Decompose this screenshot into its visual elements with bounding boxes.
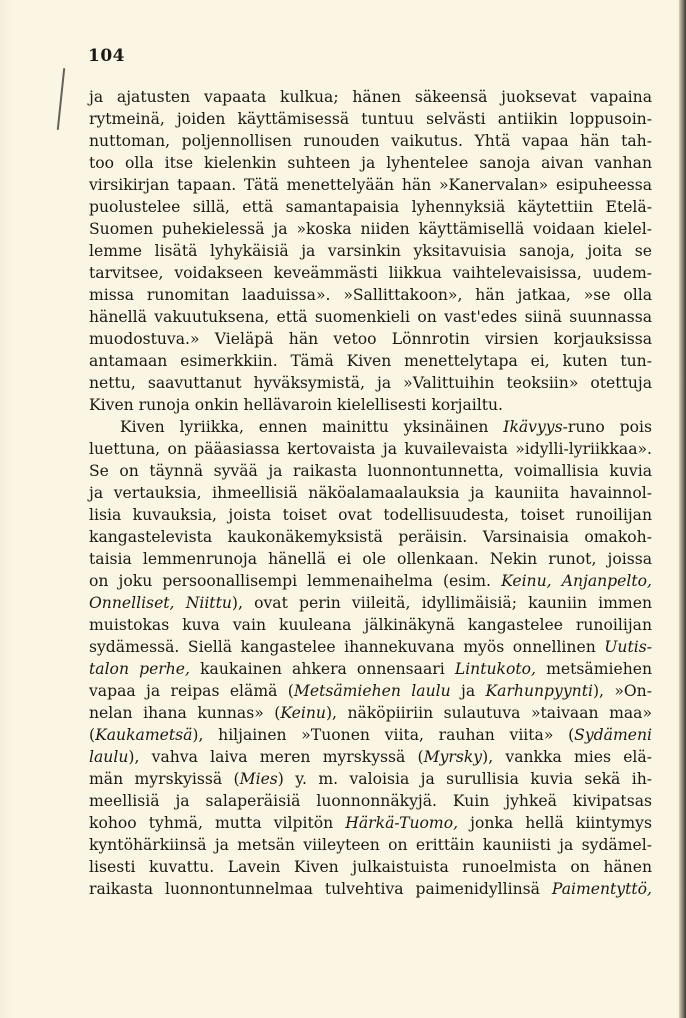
text-line (89, 130, 652, 152)
text-segment: antamaan esimerkkiin. Tämä Kiven menettelytapa ei, kuten tun- (89, 352, 652, 370)
text-line (89, 570, 652, 592)
text-segment: muistokas kuva vain kuuleana jälkinäkynä kangastelee runoilijan (89, 616, 652, 634)
text-line (89, 284, 652, 306)
text-line (89, 218, 652, 240)
italic-title: Kaukametsä (95, 726, 193, 744)
text-line (89, 240, 652, 262)
text-segment: metsämiehen (536, 660, 653, 678)
text-segment: lisia kuvauksia, joista toiset ovat todellisuudesta, toiset runoilijan (89, 506, 652, 524)
text-segment: sydämessä. Siellä kangastelee ihannekuvana myös onnellinen (89, 638, 605, 656)
text-line (89, 614, 652, 636)
text-line (89, 812, 652, 834)
text-line (89, 658, 652, 680)
text-segment: ), näköpiiriin sulautuva »taivaan maa» (325, 704, 652, 722)
text-segment: -runo pois (562, 418, 652, 436)
text-segment: meellisiä ja salaperäisiä luonnonnäkyjä. Kuin jyhkeä kivipatsas (89, 792, 652, 810)
italic-title: Ikävyys (503, 418, 563, 436)
text-segment: Se on täynnä syvää ja raikasta luonnontunnetta, voimallisia kuvia (89, 462, 652, 480)
text-line (89, 306, 652, 328)
text-line (89, 724, 652, 746)
italic-title: talon perhe, (89, 660, 190, 678)
text-line (89, 592, 652, 614)
page-number: 104 (88, 46, 125, 66)
text-segment: rytmeinä, joiden käyttämisessä tuntuu selvästi antiikin loppusoin- (89, 110, 652, 128)
text-line (89, 768, 652, 790)
margin-pencil-mark (57, 68, 65, 130)
text-line (89, 856, 652, 878)
text-segment: nuttoman, poljennollisen runouden vaikutus. Yhtä vapaa hän tah- (89, 132, 652, 150)
italic-title: Karhunpyynti (485, 682, 593, 700)
text-line (89, 878, 652, 900)
text-line (89, 394, 652, 416)
text-segment: hänellä vakuutuksena, että suomenkieli on vast'edes siinä suunnassa (89, 308, 652, 326)
text-segment: luettuna, on pääasiassa kertovaista ja kuvailevaista »idylli-lyriikkaa». (89, 440, 652, 458)
italic-title: Härkä-Tuomo, (345, 814, 459, 832)
text-line (89, 460, 652, 482)
text-segment: kyntöhärkiinsä ja metsän viileyteen on erittäin kauniisti ja sydämel- (89, 836, 652, 854)
text-segment: ja ajatusten vapaata kulkua; hänen säkeensä juoksevat vapaina (89, 88, 652, 106)
text-segment: kaukainen ahkera onnensaari (190, 660, 455, 678)
text-segment: vapaa ja reipas elämä ( (89, 682, 294, 700)
text-line (89, 746, 652, 768)
text-segment: tarvitsee, voidakseen keveämmästi liikkua vaihtelevaisissa, uudem- (89, 264, 652, 282)
text-line (89, 790, 652, 812)
text-line (89, 482, 652, 504)
text-line (89, 438, 652, 460)
italic-title: Myrsky (423, 748, 483, 766)
text-line (89, 680, 652, 702)
text-line (89, 504, 652, 526)
italic-title: Onnelliset, Niittu (89, 594, 232, 612)
text-segment: kohoo tyhmä, mutta vilpitön (89, 814, 346, 832)
italic-title: Mies (239, 770, 278, 788)
text-line (89, 526, 652, 548)
body-text (89, 86, 652, 900)
text-segment: ), ovat perin viileitä, idyllimäisiä; kauniin immen (231, 594, 652, 612)
italic-title: Keinu (280, 704, 326, 722)
text-segment: ja vertauksia, ihmeellisiä näköalamaalauksia ja kauniita havainnol- (89, 484, 652, 502)
text-line (89, 350, 652, 372)
text-segment: ( (89, 726, 96, 744)
italic-title: Uutis- (604, 638, 652, 656)
text-segment: raikasta luonnontunnelmaa tulvehtiva paimenidyllinsä (89, 880, 552, 898)
text-line (89, 108, 652, 130)
text-segment: on joku persoonallisempi lemmenaihelma (esim. (89, 572, 502, 590)
text-line (89, 152, 652, 174)
text-segment: missa runomitan laaduissa». »Sallittakoon», hän jatkaa, »se olla (89, 286, 652, 304)
text-line (89, 636, 652, 658)
text-segment: jonka hellä kiintymys (458, 814, 652, 832)
text-segment: too olla itse kielenkin suhteen ja lyhentelee sanoja aivan vanhan (89, 154, 652, 172)
text-segment: nettu, saavuttanut hyväksymistä, ja »Valittuihin teoksiin» otettuja (89, 374, 652, 392)
text-line (89, 262, 652, 284)
text-segment: ), hiljainen »Tuonen viita, rauhan viita» ( (192, 726, 575, 744)
text-segment: ), vankka mies elä- (482, 748, 652, 766)
text-segment: Kiven lyriikka, ennen mainittu yksinäinen (120, 418, 504, 436)
page-edge-shadow (679, 0, 686, 1018)
text-line (89, 174, 652, 196)
text-line (89, 702, 652, 724)
text-segment: lemme lisätä lyhykäisiä ja varsinkin yksitavuisia sanoja, joita se (89, 242, 652, 260)
italic-title: laulu (89, 748, 129, 766)
text-line (89, 86, 652, 108)
text-line (89, 372, 652, 394)
text-segment: ), vahva laiva meren myrskyssä ( (128, 748, 424, 766)
text-line (89, 834, 652, 856)
italic-title: Paimentyttö, (551, 880, 652, 898)
text-line (89, 548, 652, 570)
text-segment: virsikirjan tapaan. Tätä menettelyään hän »Kanervalan» esipuheessa (89, 176, 652, 194)
text-segment: Suomen puhekielessä ja »koska niiden käyttämisellä voidaan kielel- (89, 220, 652, 238)
text-segment: kangastelevista kaukonäkemyksistä peräisin. Varsinaisia omakoh- (89, 528, 652, 546)
text-segment: Kiven runoja onkin hellävaroin kielellisesti korjailtu. (89, 396, 503, 414)
text-segment: ), »On- (592, 682, 652, 700)
text-segment: ja (450, 682, 486, 700)
italic-title: Sydämeni (574, 726, 652, 744)
italic-title: Lintukoto, (454, 660, 536, 678)
italic-title: Keinu, Anjanpelto, (501, 572, 652, 590)
text-segment: puolustelee sillä, että samantapaisia lyhennyksiä käytettiin Etelä- (89, 198, 652, 216)
italic-title: Metsämiehen laulu (293, 682, 451, 700)
text-line (89, 328, 652, 350)
text-segment: män myrskyissä ( (89, 770, 240, 788)
text-segment: taisia lemmenrunoja hänellä ei ole ollenkaan. Nekin runot, joissa (89, 550, 652, 568)
text-segment: ) y. m. valoisia ja surullisia kuvia sekä ih- (277, 770, 653, 788)
text-segment: muodostuva.» Vieläpä hän vetoo Lönnrotin virsien korjauksissa (89, 330, 652, 348)
text-line (89, 416, 652, 438)
text-line (89, 196, 652, 218)
text-segment: nelan ihana kunnas» ( (89, 704, 281, 722)
text-segment: lisesti kuvattu. Lavein Kiven julkaistuista runoelmista on hänen (89, 858, 652, 876)
